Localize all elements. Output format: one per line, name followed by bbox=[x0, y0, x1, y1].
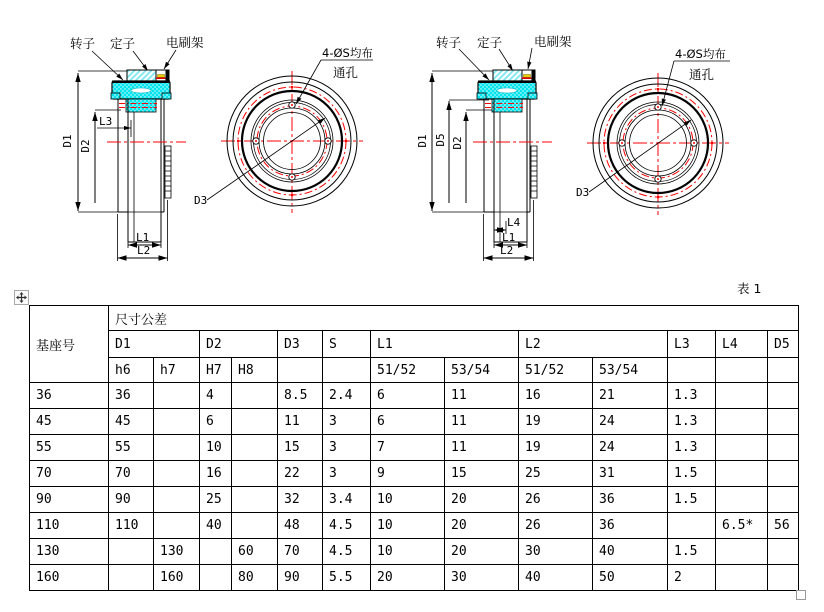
table-cell[interactable]: 21 bbox=[593, 383, 668, 409]
d2-label: D2 bbox=[451, 136, 464, 150]
rotor-label: 转子 bbox=[70, 36, 96, 51]
col-sub-header[interactable]: H7 bbox=[200, 358, 232, 383]
table-resize-handle[interactable] bbox=[796, 590, 806, 600]
holes-callout bbox=[662, 47, 730, 106]
col-sub-header[interactable]: h6 bbox=[109, 358, 154, 383]
table-cell[interactable] bbox=[232, 435, 278, 461]
corner-header[interactable]: 基座号 bbox=[30, 306, 109, 383]
table-cell[interactable]: 32 bbox=[278, 487, 323, 513]
l1-label: L1 bbox=[136, 231, 150, 244]
table-cell[interactable]: 19 bbox=[519, 435, 593, 461]
table-cell[interactable]: 10 bbox=[371, 513, 445, 539]
dimension-d5 bbox=[434, 100, 489, 203]
table-cell[interactable]: 11 bbox=[445, 383, 519, 409]
table-cell[interactable]: 25 bbox=[519, 461, 593, 487]
table-cell[interactable] bbox=[768, 461, 799, 487]
d2-label: D2 bbox=[79, 139, 92, 153]
col-group-header[interactable]: D3 bbox=[278, 331, 323, 358]
stator-label: 定子 bbox=[477, 35, 503, 50]
table-cell[interactable]: 1.3 bbox=[668, 383, 716, 409]
table-cell[interactable]: 130 bbox=[154, 539, 200, 565]
row-base-number[interactable]: 130 bbox=[30, 539, 109, 565]
front-view-left bbox=[194, 46, 373, 213]
table-cell[interactable]: 20 bbox=[445, 539, 519, 565]
col-sub-header[interactable] bbox=[668, 358, 716, 383]
table-cell[interactable]: 70 bbox=[278, 539, 323, 565]
table-cell[interactable]: 6 bbox=[371, 383, 445, 409]
table-cell[interactable] bbox=[768, 539, 799, 565]
table-cell[interactable] bbox=[154, 383, 200, 409]
table-row bbox=[30, 513, 799, 539]
table-cell[interactable] bbox=[232, 513, 278, 539]
col-sub-header[interactable]: 51/52 bbox=[371, 358, 445, 383]
table-cell[interactable]: 20 bbox=[445, 513, 519, 539]
row-base-number[interactable]: 90 bbox=[30, 487, 109, 513]
table-cell[interactable]: 24 bbox=[593, 409, 668, 435]
table-cell[interactable]: 4 bbox=[200, 383, 232, 409]
col-sub-header[interactable] bbox=[323, 358, 371, 383]
terminal-strip bbox=[531, 146, 537, 198]
table-caption: 表 1 bbox=[737, 281, 762, 296]
table-cell[interactable]: 3 bbox=[323, 435, 371, 461]
table-cell[interactable] bbox=[716, 487, 768, 513]
l3-label: L3 bbox=[99, 115, 113, 128]
table-cell[interactable]: 7 bbox=[371, 435, 445, 461]
table-cell[interactable] bbox=[768, 383, 799, 409]
rotor-label: 转子 bbox=[436, 35, 462, 50]
table-cell[interactable]: 110 bbox=[109, 513, 154, 539]
stator-label: 定子 bbox=[110, 36, 136, 51]
table-cell[interactable] bbox=[109, 565, 154, 591]
table-cell[interactable]: 4.5 bbox=[323, 513, 371, 539]
table-cell[interactable] bbox=[716, 565, 768, 591]
group-header[interactable]: 尺寸公差 bbox=[109, 306, 799, 331]
rotor-section bbox=[477, 81, 537, 113]
table-cell[interactable]: 90 bbox=[109, 487, 154, 513]
l4-label: L4 bbox=[507, 216, 521, 229]
table-cell[interactable]: 60 bbox=[232, 539, 278, 565]
table-cell[interactable]: 2 bbox=[668, 565, 716, 591]
table-cell[interactable]: 10 bbox=[371, 487, 445, 513]
dimension-table bbox=[29, 305, 799, 591]
table-cell[interactable]: 8.5 bbox=[278, 383, 323, 409]
col-sub-header[interactable]: h7 bbox=[154, 358, 200, 383]
table-cell[interactable]: 25 bbox=[200, 487, 232, 513]
table-cell[interactable]: 36 bbox=[109, 383, 154, 409]
col-group-header[interactable]: S bbox=[323, 331, 371, 358]
table-row bbox=[30, 461, 799, 487]
col-group-header[interactable]: D2 bbox=[200, 331, 278, 358]
stator-section bbox=[493, 70, 522, 81]
table-cell[interactable] bbox=[716, 435, 768, 461]
table-cell[interactable]: 1.5 bbox=[668, 539, 716, 565]
col-sub-header[interactable] bbox=[768, 358, 799, 383]
table-row bbox=[30, 539, 799, 565]
table-cell[interactable]: 30 bbox=[445, 565, 519, 591]
d3-label: D3 bbox=[194, 194, 208, 207]
col-group-header[interactable]: L4 bbox=[716, 331, 768, 358]
brush-holder-label: 电刷架 bbox=[534, 34, 572, 49]
table-cell[interactable]: 19 bbox=[519, 409, 593, 435]
col-group-header[interactable]: L2 bbox=[519, 331, 668, 358]
table-cell[interactable]: 26 bbox=[519, 487, 593, 513]
col-group-header[interactable]: D5 bbox=[768, 331, 799, 358]
table-cell[interactable] bbox=[768, 565, 799, 591]
table-cell[interactable]: 40 bbox=[519, 565, 593, 591]
col-group-header[interactable]: L3 bbox=[668, 331, 716, 358]
table-row bbox=[30, 409, 799, 435]
brush-holder-section bbox=[522, 70, 535, 81]
table-cell[interactable]: 6 bbox=[200, 409, 232, 435]
table-cell[interactable] bbox=[232, 487, 278, 513]
d1-label: D1 bbox=[61, 134, 74, 148]
table-cell[interactable]: 26 bbox=[519, 513, 593, 539]
shaft-outline bbox=[118, 99, 171, 242]
table-cell[interactable]: 1.3 bbox=[668, 409, 716, 435]
col-group-header[interactable]: L1 bbox=[371, 331, 519, 358]
brush-holder-label: 电刷架 bbox=[166, 35, 204, 50]
table-cell[interactable] bbox=[200, 565, 232, 591]
table-cell[interactable]: 6.5* bbox=[716, 513, 768, 539]
table-cell[interactable]: 160 bbox=[154, 565, 200, 591]
table-cell[interactable]: 48 bbox=[278, 513, 323, 539]
table-cell[interactable]: 31 bbox=[593, 461, 668, 487]
table-cell[interactable]: 10 bbox=[200, 435, 232, 461]
col-sub-header[interactable] bbox=[278, 358, 323, 383]
table-cell[interactable] bbox=[154, 513, 200, 539]
table-cell[interactable] bbox=[109, 539, 154, 565]
row-base-number[interactable]: 55 bbox=[30, 435, 109, 461]
table-cell[interactable]: 1.3 bbox=[668, 435, 716, 461]
dimension-l3 bbox=[97, 115, 131, 137]
brush-holder-section bbox=[156, 70, 169, 81]
table-cell[interactable]: 10 bbox=[371, 539, 445, 565]
table-cell[interactable]: 3 bbox=[323, 409, 371, 435]
col-sub-header[interactable] bbox=[716, 358, 768, 383]
table-cell[interactable] bbox=[768, 409, 799, 435]
d1-label: D1 bbox=[416, 134, 429, 148]
d5-label: D5 bbox=[434, 133, 447, 147]
table-cell[interactable]: 40 bbox=[200, 513, 232, 539]
l2-label: L2 bbox=[137, 244, 151, 257]
table-cell[interactable]: 3 bbox=[323, 461, 371, 487]
table-cell[interactable] bbox=[232, 409, 278, 435]
d3-label: D3 bbox=[576, 186, 590, 199]
terminal-strip bbox=[165, 146, 171, 198]
table-cell[interactable]: 3.4 bbox=[323, 487, 371, 513]
table-cell[interactable]: 20 bbox=[445, 487, 519, 513]
technical-drawings bbox=[0, 0, 824, 300]
table-cell[interactable]: 9 bbox=[371, 461, 445, 487]
table-cell[interactable] bbox=[232, 383, 278, 409]
table-cell[interactable] bbox=[716, 383, 768, 409]
through-hole-label: 通孔 bbox=[333, 65, 359, 80]
table-cell[interactable] bbox=[154, 461, 200, 487]
table-row bbox=[30, 435, 799, 461]
table-cell[interactable]: 22 bbox=[278, 461, 323, 487]
table-cell[interactable]: 6 bbox=[371, 409, 445, 435]
through-hole-label: 通孔 bbox=[689, 67, 715, 82]
dimension-d2 bbox=[451, 110, 492, 203]
table-cell[interactable]: 15 bbox=[278, 435, 323, 461]
l1-label: L1 bbox=[502, 231, 516, 244]
l2-label: L2 bbox=[500, 244, 514, 257]
table-cell[interactable]: 1.5 bbox=[668, 461, 716, 487]
table-cell[interactable]: 2.4 bbox=[323, 383, 371, 409]
row-base-number[interactable]: 70 bbox=[30, 461, 109, 487]
table-row bbox=[30, 487, 799, 513]
front-view-right bbox=[576, 47, 730, 215]
table-cell[interactable] bbox=[768, 435, 799, 461]
table-cell[interactable] bbox=[716, 461, 768, 487]
table-row bbox=[30, 383, 799, 409]
table-cell[interactable]: 1.5 bbox=[668, 487, 716, 513]
table-cell[interactable]: 5.5 bbox=[323, 565, 371, 591]
table-cell[interactable]: 36 bbox=[593, 513, 668, 539]
column-group-row bbox=[30, 331, 799, 358]
col-group-header[interactable]: D1 bbox=[109, 331, 200, 358]
table-cell[interactable]: 56 bbox=[768, 513, 799, 539]
table-cell[interactable] bbox=[232, 461, 278, 487]
table-move-handle[interactable] bbox=[14, 290, 29, 305]
table-cell[interactable]: 11 bbox=[445, 435, 519, 461]
table-cell[interactable]: 11 bbox=[445, 409, 519, 435]
row-base-number[interactable]: 160 bbox=[30, 565, 109, 591]
holes-note-label: 4-ØS均布 bbox=[322, 46, 373, 60]
dimension-l1 bbox=[128, 214, 161, 248]
holes-callout bbox=[296, 46, 373, 104]
rotor-section bbox=[111, 81, 171, 113]
table-cell[interactable]: 40 bbox=[593, 539, 668, 565]
table-cell[interactable] bbox=[716, 409, 768, 435]
table-cell[interactable]: 24 bbox=[593, 435, 668, 461]
table-cell[interactable]: 36 bbox=[593, 487, 668, 513]
table-cell[interactable]: 90 bbox=[278, 565, 323, 591]
table-cell[interactable] bbox=[768, 487, 799, 513]
table-cell[interactable] bbox=[154, 409, 200, 435]
table-cell[interactable] bbox=[200, 539, 232, 565]
table-cell[interactable]: 80 bbox=[232, 565, 278, 591]
table-cell[interactable]: 20 bbox=[371, 565, 445, 591]
table-cell[interactable]: 16 bbox=[200, 461, 232, 487]
col-sub-header[interactable]: 53/54 bbox=[593, 358, 668, 383]
section-view-left bbox=[61, 35, 204, 261]
table-cell[interactable]: 15 bbox=[445, 461, 519, 487]
table-row bbox=[30, 565, 799, 591]
stator-section bbox=[127, 70, 156, 81]
row-base-number[interactable]: 45 bbox=[30, 409, 109, 435]
table-cell[interactable] bbox=[154, 435, 200, 461]
move-cross-icon bbox=[16, 292, 27, 303]
col-sub-header[interactable]: 53/54 bbox=[445, 358, 519, 383]
table-cell[interactable]: 30 bbox=[519, 539, 593, 565]
table-cell[interactable] bbox=[668, 513, 716, 539]
col-sub-header[interactable]: 51/52 bbox=[519, 358, 593, 383]
table-cell[interactable]: 50 bbox=[593, 565, 668, 591]
table-cell[interactable]: 16 bbox=[519, 383, 593, 409]
table-cell[interactable] bbox=[716, 539, 768, 565]
column-sub-row bbox=[30, 358, 799, 383]
row-base-number[interactable]: 36 bbox=[30, 383, 109, 409]
table-cell[interactable] bbox=[154, 487, 200, 513]
holes-note-label: 4-ØS均布 bbox=[675, 47, 726, 61]
table-cell[interactable]: 70 bbox=[109, 461, 154, 487]
section-view-right bbox=[416, 34, 572, 261]
table-cell[interactable]: 45 bbox=[109, 409, 154, 435]
col-sub-header[interactable]: H8 bbox=[232, 358, 278, 383]
table-cell[interactable]: 55 bbox=[109, 435, 154, 461]
table-cell[interactable]: 11 bbox=[278, 409, 323, 435]
row-base-number[interactable]: 110 bbox=[30, 513, 109, 539]
table-cell[interactable]: 4.5 bbox=[323, 539, 371, 565]
